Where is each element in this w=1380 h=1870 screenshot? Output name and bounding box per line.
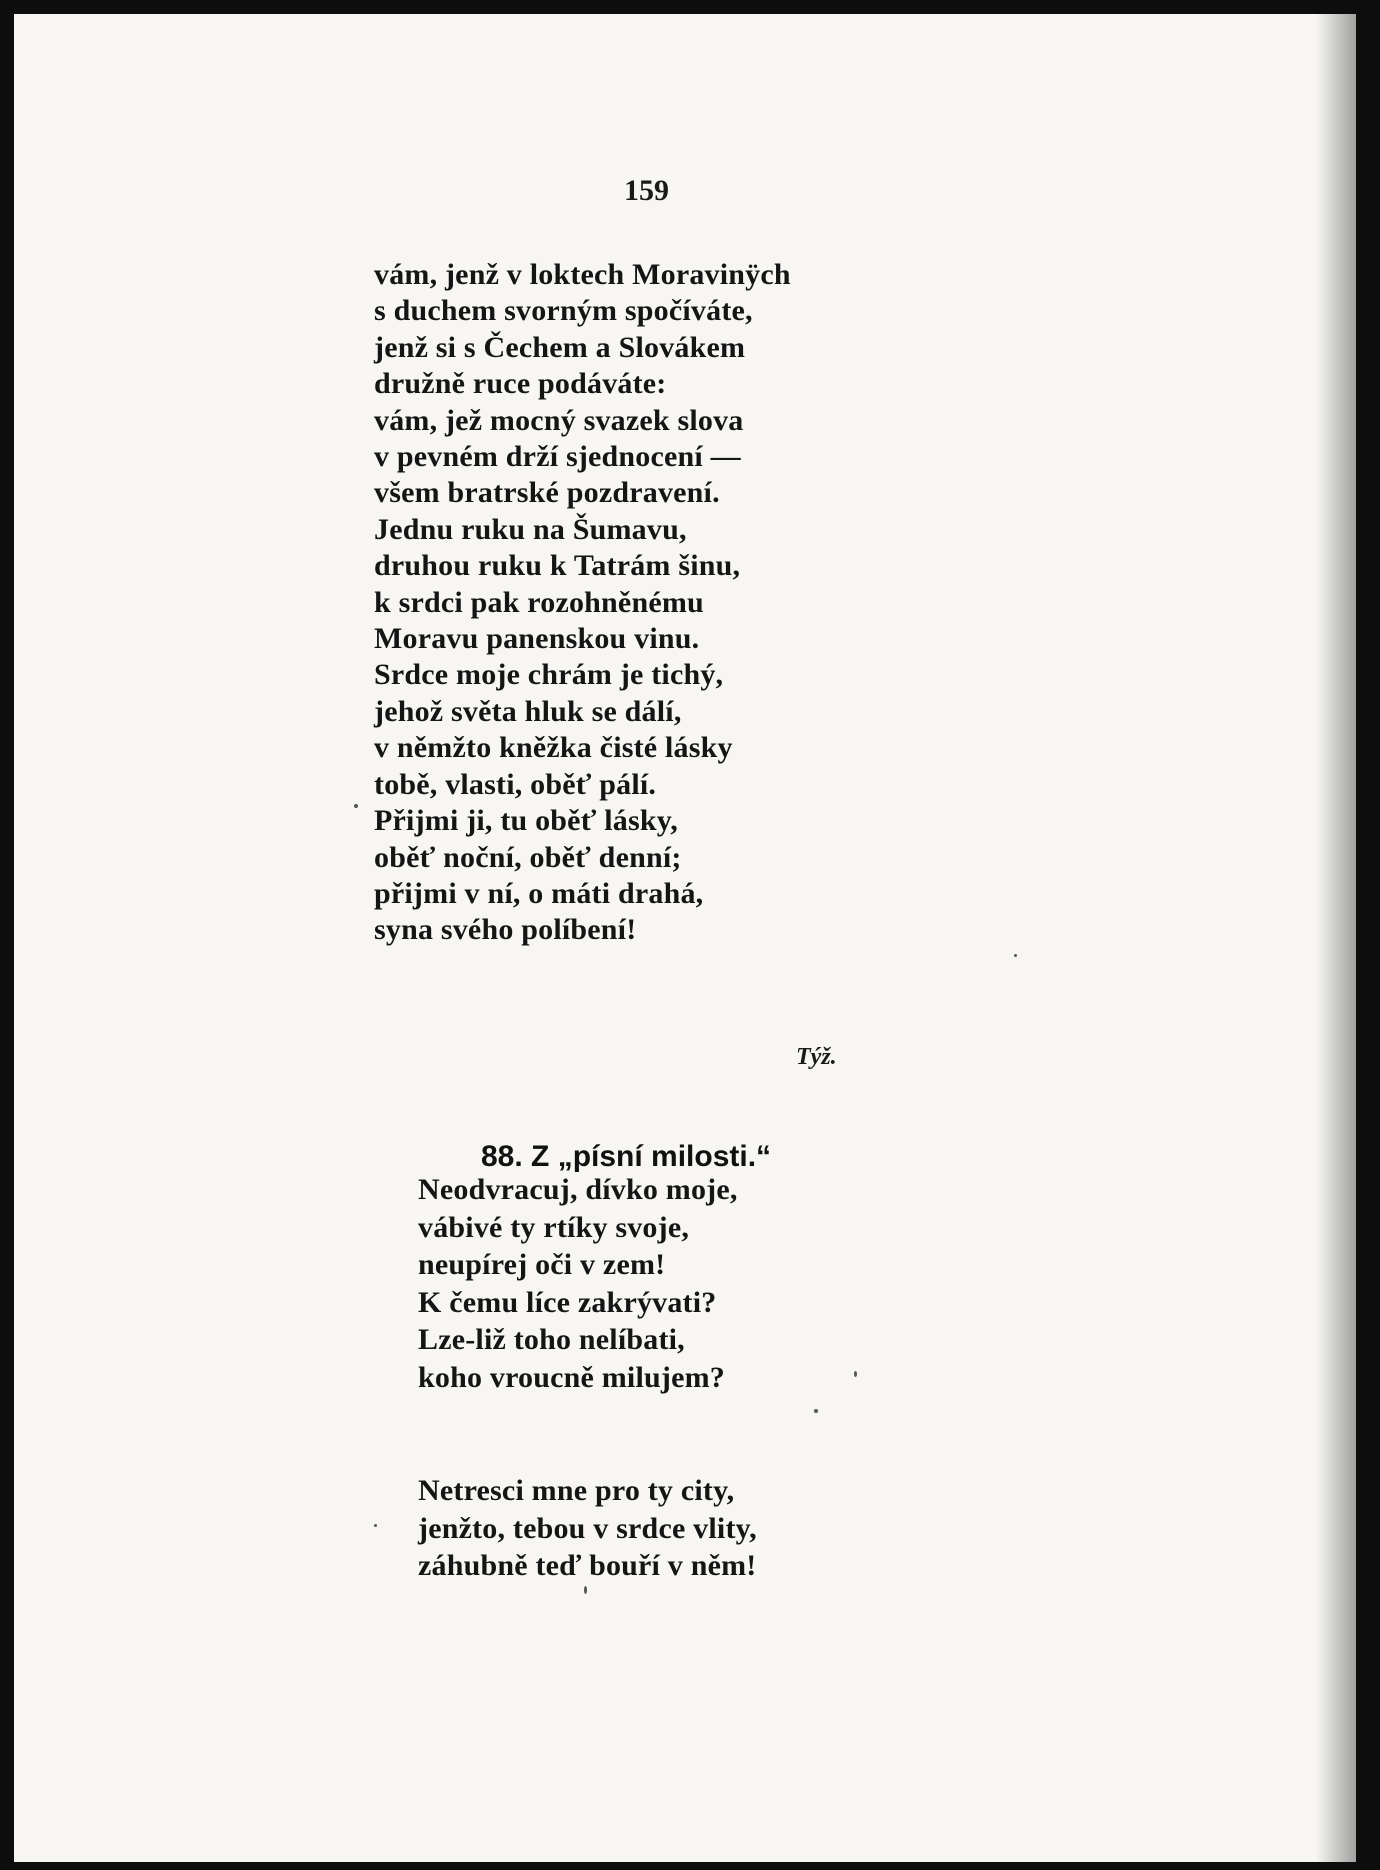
poem-stanza	[418, 1472, 757, 1585]
verse-line: vám, jenž v loktech Moravinÿch	[374, 258, 791, 291]
verse-line: tobě, vlasti, oběť pálí.	[374, 767, 657, 801]
verse-line: Neodvracuj, dívko moje,	[418, 1173, 738, 1206]
verse-line: vám, jež mocný svazek slova	[374, 403, 744, 437]
print-speck	[814, 1409, 818, 1413]
verse-line: v němžto kněžka čisté lásky	[374, 731, 733, 765]
verse-line: jehož světa hluk se dálí,	[374, 694, 682, 728]
print-speck	[374, 1524, 377, 1527]
verse-line: všem bratrské pozdravení.	[374, 476, 720, 510]
verse-line: Moravu panenskou vinu.	[374, 622, 700, 656]
print-speck	[584, 1586, 587, 1594]
verse-line: vábivé ty rtíky svoje,	[418, 1210, 690, 1244]
verse-line: Lze-liž toho nelíbati,	[418, 1323, 685, 1356]
page-edge-shadow	[1316, 14, 1356, 1862]
print-speck	[354, 804, 358, 808]
verse-line: oběť noční, oběť denní;	[374, 840, 682, 874]
verse-line: k srdci pak rozohněnému	[374, 585, 704, 619]
verse-line: K čemu líce zakrývati?	[418, 1285, 717, 1319]
verse-line: Jednu ruku na Šumavu,	[374, 512, 687, 546]
verse-line: v pevném drží sjednocení —	[374, 440, 741, 474]
book-page	[14, 14, 1356, 1862]
verse-line: Srdce moje chrám je tichý,	[374, 658, 724, 692]
verse-line: Přijmi ji, tu oběť lásky,	[374, 804, 678, 838]
verse-line: druhou ruku k Tatrám šinu,	[374, 549, 741, 583]
verse-line: jenžto, tebou v srdce vlity,	[418, 1511, 757, 1545]
poem-continuation-stanza	[374, 257, 791, 949]
verse-line: záhubně teď bouří v něm!	[418, 1549, 757, 1582]
poem-stanza	[418, 1171, 738, 1396]
verse-line: přijmi v ní, o máti drahá,	[374, 876, 704, 910]
verse-line: syna svého políbení!	[374, 913, 637, 947]
poem-title: 88. Z „písní milosti.“	[481, 1140, 772, 1173]
print-speck	[1014, 954, 1017, 957]
verse-line: Netresci mne pro ty city,	[418, 1474, 735, 1507]
page-number: 159	[624, 174, 669, 207]
print-speck	[854, 1371, 857, 1377]
verse-line: družně ruce podáváte:	[374, 367, 667, 401]
verse-line: s duchem svorným spočíváte,	[374, 294, 753, 328]
verse-line: neupírej oči v zem!	[418, 1248, 666, 1281]
verse-line: koho vroucně milujem?	[418, 1360, 725, 1394]
author-attribution: Týž.	[796, 1044, 837, 1070]
verse-line: jenž si s Čechem a Slovákem	[374, 330, 746, 364]
